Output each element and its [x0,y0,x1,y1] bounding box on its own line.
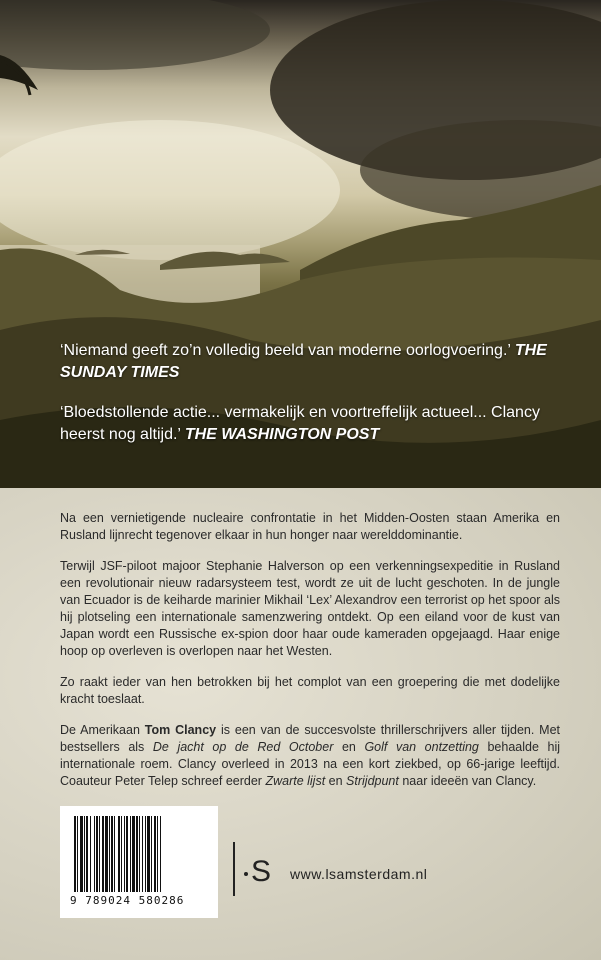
book-title: De jacht op de Red October [152,740,334,754]
blurb-text [60,510,560,804]
publisher-url: www.lsamsterdam.nl [290,866,428,882]
isbn-number: 9 789024 580286 [70,894,185,907]
author-bio: De Amerikaan Tom Clancy is een van de succesvolste thrillerschrijvers aller tijden. Met bestsellers als De jacht op de Red October en Golf van ontzetting behaalde hij internationale roem. Clancy overleed in 2013 na een kort ziekbed, op 66-jarige leeftijd. Coauteur Peter Telep schreef eerder Zwarte lijst en Strijdpunt naar ideeën van Clancy. [60,723,561,788]
publisher-logo-dot [244,872,248,876]
review-quote-sunday-times [60,340,580,384]
review-quote-washington-post [60,402,580,446]
review-quotes [60,340,580,464]
quote-text: ‘Bloedstollende actie... vermakelijk en voortreffelijk actueel... Clancy heerst nog altijd.’ [60,404,540,443]
quote-source: THE SUNDAY TIMES [60,342,547,381]
book-title: Zwarte lijst [265,774,326,788]
book-title: Strijdpunt [346,774,399,788]
book-title: Golf van ontzetting [364,740,479,754]
quote-source: THE WASHINGTON POST [184,426,380,443]
author-name: Tom Clancy [144,723,217,737]
blurb-paragraph-3: Zo raakt ieder van hen betrokken bij het complot van een groepering die met dodelijke kracht toeslaat. [60,675,560,706]
publisher-logo-letter: S [251,855,272,888]
barcode-icon [74,816,204,892]
isbn-barcode [60,806,218,918]
quote-text: ‘Niemand geeft zo’n volledig beeld van moderne oorlogvoering.’ [60,342,511,359]
blurb-paragraph-1: Na een vernietigende nucleaire confrontatie in het Midden-Oosten staan Amerika en Rusland lijnrecht tegenover elkaar in hun honger naar werelddominantie. [60,511,560,542]
publisher-logo-bar [233,842,235,896]
blurb-paragraph-2: Terwijl JSF-piloot majoor Stephanie Halverson op een verkenningsexpeditie in Rusland een revolutionair nieuw radarsysteem test, wordt ze uit de lucht geschoten. In de jungle van Ecuador is de keiharde marinier Mikhail ‘Lex’ Alexandrov een terrorist op het spoor als hij plotseling een internationale samenzwering ontdekt. Op een eiland voor de kust van Japan wordt een Russische ex-spion door haar oude kameraden opgejaagd. Haar enige hoop op overleven is overlopen naar het Westen. [60,559,560,658]
